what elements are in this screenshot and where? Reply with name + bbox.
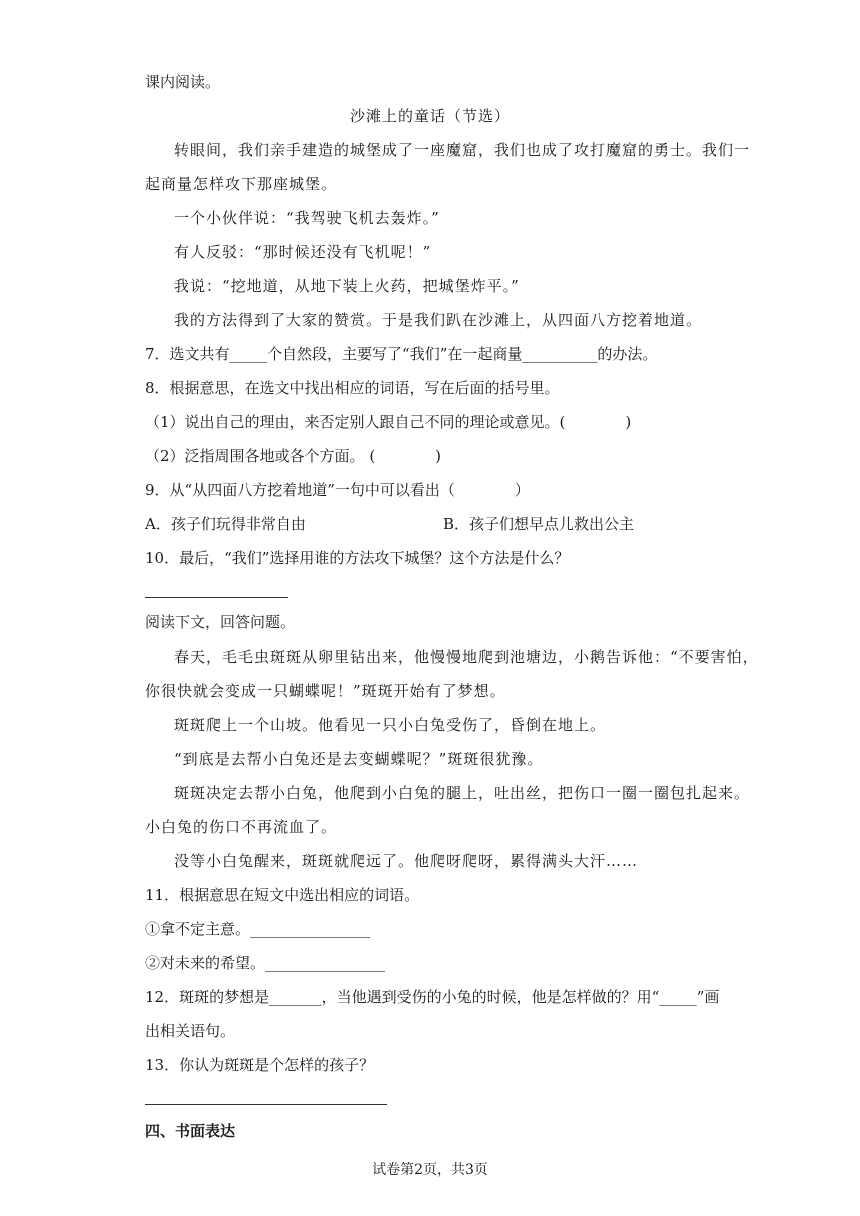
question-11-item-1: ①拿不定主意。________________	[145, 920, 371, 938]
question-10: 10．最后，“我们”选择用谁的方法攻下城堡？这个方法是什么？	[145, 549, 570, 567]
passage-title: 沙滩上的童话（节选）	[349, 107, 510, 125]
reading2-intro: 阅读下文，回答问题。	[145, 613, 296, 631]
passage-paragraph: 没等小白兔醒来，斑斑就爬远了。他爬呀爬呀，累得满头大汗……	[174, 852, 639, 870]
question-12: 12．斑斑的梦想是_______，当他遇到受伤的小兔的时候，他是怎样做的？用“_____”画	[145, 988, 720, 1006]
answer-line	[145, 597, 288, 598]
reading1-intro: 课内阅读。	[145, 73, 221, 91]
question-7: 7．选文共有_____个自然段，主要写了“我们”在一起商量__________的办法。	[145, 345, 658, 363]
question-11-item-2: ②对未来的希望。________________	[145, 954, 386, 972]
passage-paragraph: 小白兔的伤口不再流血了。	[145, 818, 338, 836]
question-8: 8．根据意思，在选文中找出相应的词语，写在后面的括号里。	[145, 379, 560, 397]
passage-paragraph: 我说：“挖地道，从地下装上火药，把城堡炸平。”	[174, 277, 520, 295]
passage-paragraph: 起商量怎样攻下那座城堡。	[145, 175, 338, 193]
page-footer: 试卷第2页，共3页	[372, 1162, 488, 1178]
question-13: 13．你认为斑斑是个怎样的孩子？	[145, 1056, 375, 1074]
answer-line	[145, 1104, 387, 1105]
question-8-item-2: （2）泛指周围各地或各个方面。 ( )	[145, 447, 442, 465]
passage-paragraph: 斑斑爬上一个山坡。他看见一只小白兔受伤了，昏倒在地上。	[174, 716, 607, 734]
passage-paragraph: 转眼间，我们亲手建造的城堡成了一座魔窟，我们也成了攻打魔窟的勇士。我们一	[174, 141, 751, 159]
question-9-option-a: A．孩子们玩得非常自由	[145, 515, 306, 533]
section-heading: 四、书面表达	[145, 1122, 236, 1140]
passage-paragraph: 有人反驳：“那时候还没有飞机呢！”	[174, 243, 432, 261]
passage-paragraph: 我的方法得到了大家的赞赏。于是我们趴在沙滩上，从四面八方挖着地道。	[174, 311, 703, 329]
question-9: 9．从“从四面八方挖着地道”一句中可以看出（ ）	[145, 481, 530, 499]
passage-paragraph: 春天，毛毛虫斑斑从卵里钻出来，他慢慢地爬到池塘边，小鹅告诉他：“不要害怕，	[174, 648, 759, 666]
question-11: 11．根据意思在短文中选出相应的词语。	[145, 886, 420, 904]
passage-paragraph: “到底是去帮小白兔还是去变蝴蝶呢？”斑斑很犹豫。	[174, 750, 544, 768]
passage-paragraph: 一个小伙伴说：“我驾驶飞机去轰炸。”	[174, 209, 440, 227]
question-9-option-b: B．孩子们想早点儿救出公主	[443, 515, 635, 533]
question-12-continued: 出相关语句。	[145, 1022, 236, 1040]
question-8-item-1: （1）说出自己的理由，来否定别人跟自己不同的理论或意见。( )	[145, 413, 632, 431]
passage-paragraph: 斑斑决定去帮小白兔，他爬到小白兔的腿上，吐出丝，把伤口一圈一圈包扎起来。	[174, 784, 751, 802]
passage-paragraph: 你很快就会变成一只蝴蝶呢！”斑斑开始有了梦想。	[145, 682, 506, 700]
